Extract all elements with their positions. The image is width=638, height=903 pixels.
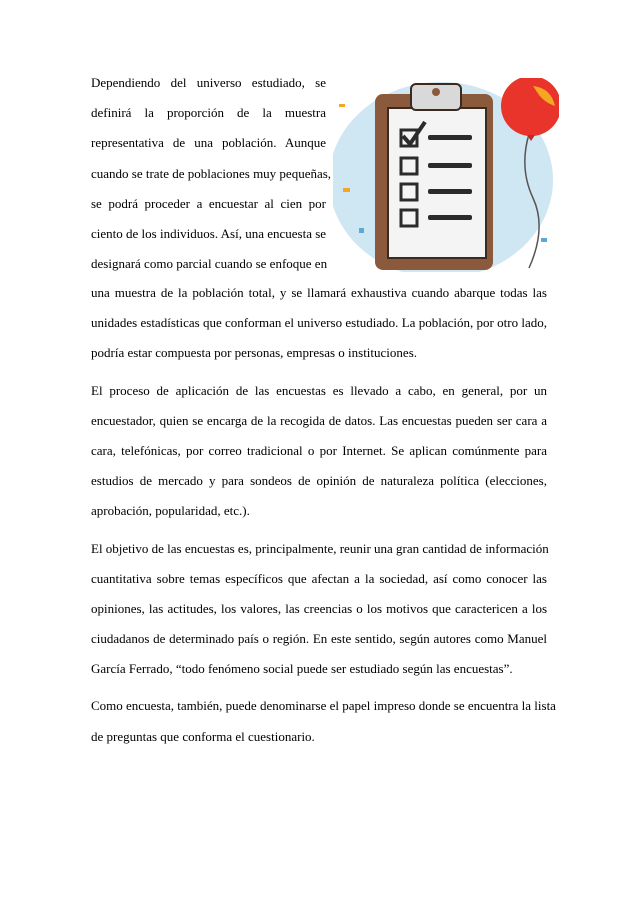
text-line: unidades estadísticas que conforman el universo estudiado. La población, por otro lado, [91,315,547,331]
text-line: ciento de los individuos. Así, una encuesta se [91,225,327,241]
text-line: designará como parcial cuando se enfoque en [91,256,328,272]
text-line: El proceso de aplicación de las encuestas es llevado a cabo, en general, por un [91,382,547,398]
text-line: Dependiendo del universo estudiado, se [91,75,326,90]
text-line: aprobación, popularidad, etc.). [91,503,250,519]
page-content [91,68,556,752]
text-line: representativa de una población. Aunque [91,135,326,151]
clipboard-checklist-icon [333,78,559,272]
text-line: encuestador, quien se encarga de la recogida de datos. Las encuestas pueden ser cara a [91,412,547,428]
text-line: ciudadanos de determinado país o región. En este sentido, según autores como Manuel [91,631,547,647]
text-line: cara, telefónicas, por correo tradicional o por Internet. Se aplican comúnmente para [91,442,547,458]
text-line: se podrá proceder a encuestar al cien por [91,195,326,211]
text-line: definirá la proporción de la muestra [91,105,326,121]
clipboard-checklist-illustration [333,78,559,272]
text-line: de preguntas que conforma el cuestionario. [91,728,315,744]
text-line: opiniones, las actitudes, los valores, las creencias o los motivos que caractericen a los [91,600,547,616]
text-line: cuando se trate de poblaciones muy pequeñas, [91,165,332,181]
intro-paragraph [91,68,332,279]
text-line: cuantitativa sobre temas específicos que afectan a la sociedad, así como conocer las [91,570,547,586]
intro-block [91,68,547,278]
text-line: estudios de mercado y para sondeos de opinión de naturaleza política (elecciones, [91,473,547,489]
text-line: García Ferrado, “todo fenómeno social puede ser estudiado según las encuestas”. [91,661,513,677]
body-text [91,278,556,752]
text-line: El objetivo de las encuestas es, principalmente, reunir una gran cantidad de información [91,540,549,556]
clipboard-clip [411,84,461,110]
text-line: Como encuesta, también, puede denominarse el papel impreso donde se encuentra la lista [91,698,556,714]
text-line: una muestra de la población total, y se llamará exhaustiva cuando abarque todas las [91,285,547,300]
text-line: podría estar compuesta por personas, empresas o instituciones. [91,345,417,361]
